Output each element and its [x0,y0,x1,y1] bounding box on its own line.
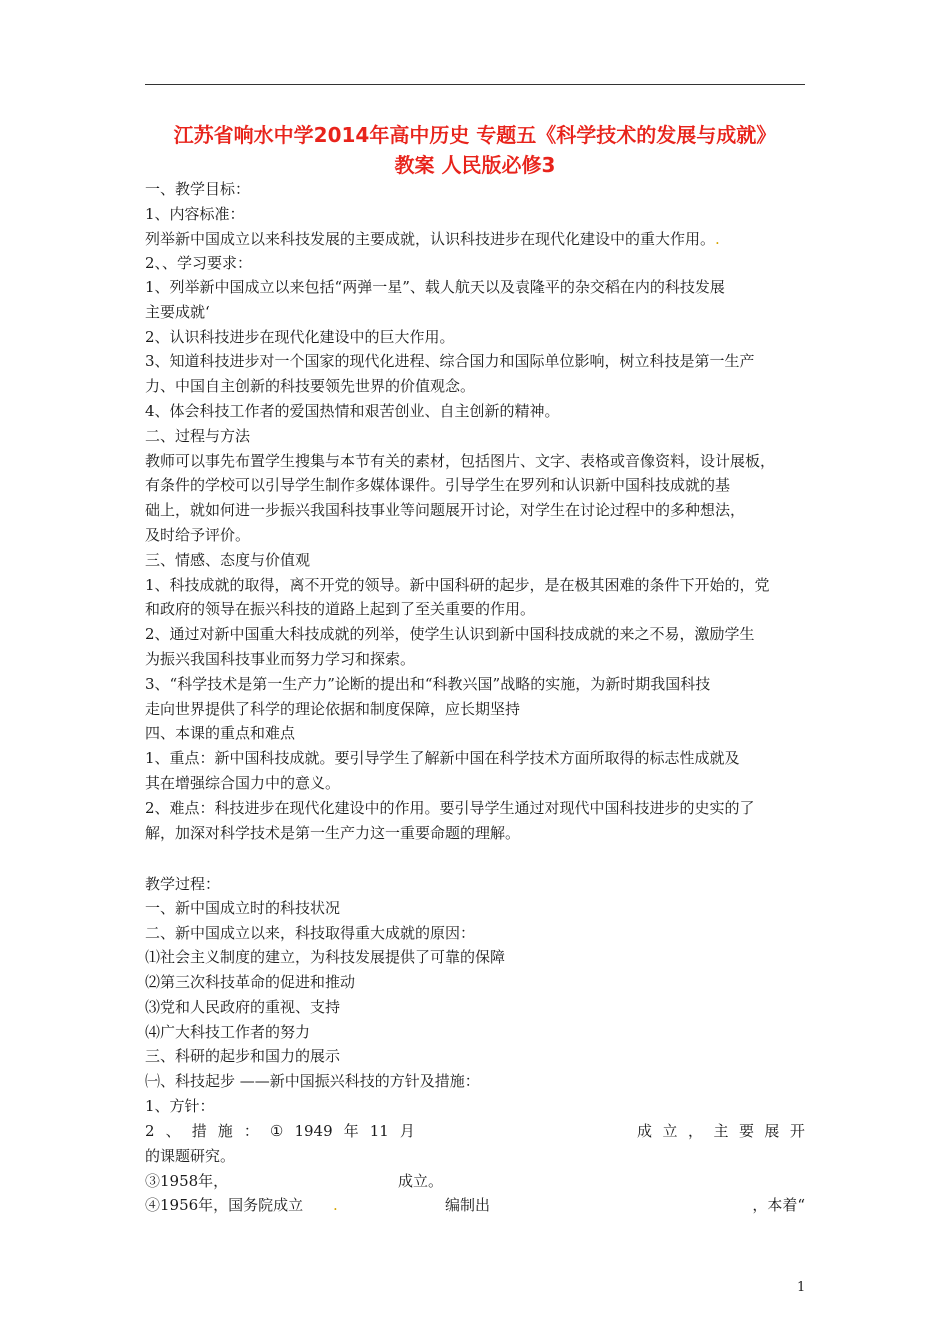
text-span: 展 [764,1122,780,1140]
text-line: ⑷广大科技工作者的努力 [145,1023,311,1041]
text-span: 11 [369,1122,389,1140]
text-span: 年 [343,1122,359,1140]
text-line: 4、体会科技工作者的爱国热情和艰苦创业、自主创新的精神。 [145,402,560,420]
text-span: 开 [789,1122,805,1140]
text-line: 3、“科学技术是第一生产力”论断的提出和“科教兴国”战略的实施，为新时期我国科技 [145,675,711,693]
text-line: 为振兴我国科技事业而努力学习和探索。 [145,650,416,668]
text-line: ⑴社会主义制度的建立，为科技发展提供了可靠的保障 [145,948,506,966]
text-line: 其在增强综合国力中的意义。 [145,774,341,792]
text-span: 成 [637,1122,653,1140]
doc-title-line1: 江苏省响水中学2014年高中历史 专题五《科学技术的发展与成就》 [173,123,777,147]
text-line: 和政府的领导在振兴科技的道路上起到了至关重要的作用。 [145,600,536,618]
text-span: 主 [713,1122,729,1140]
text-span: 措 [191,1122,207,1140]
text-line: 三、情感、态度与价值观 [145,551,311,569]
text-line: 1、科技成就的取得，离不开党的领导。新中国科研的起步，是在极其困难的条件下开始的，党 [145,576,770,594]
text-line: 走向世界提供了科学的理论依据和制度保障，应长期坚持 [145,700,521,718]
measure-line-3 [145,1170,810,1192]
text-line: 2、认识科技进步在现代化建设中的巨大作用。 [145,328,455,346]
measure-2-left [145,1120,415,1142]
text-line: 1、内容标准： [145,205,245,223]
text-span: 要 [738,1122,754,1140]
text-line: 2、、学习要求： [145,254,253,272]
text-line: ⑵第三次科技革命的促进和推动 [145,973,356,991]
text-line: 二、过程与方法 [145,427,251,445]
mark-dot: . [715,230,720,248]
text-line: 的课题研究。 [145,1147,236,1165]
text-line: 四、本课的重点和难点 [145,724,296,742]
text-line: 三、科研的起步和国力的展示 [145,1047,341,1065]
text-line: 2、通过对新中国重大科技成就的列举，使学生认识到新中国科技成就的来之不易，激励学生 [145,625,755,643]
text-span: ： [243,1122,259,1140]
text-line: 力、中国自主创新的科技要领先世界的价值观念。 [145,377,476,395]
text-line: 二、新中国成立以来，科技取得重大成就的原因： [145,924,476,942]
mark-dot: . [333,1196,338,1214]
text-span: ④1956年，国务院成立 [145,1196,304,1214]
measure-2-right [637,1120,805,1142]
text-span: 、 [165,1122,181,1140]
text-span: 列举新中国成立以来科技发展的主要成就，认识科技进步在现代化建设中的重大作用。 [145,230,716,248]
text-line: ㈠、科技起步 ——新中国振兴科技的方针及措施： [145,1072,480,1090]
text-line: 2、难点：科技进步在现代化建设中的作用。要引导学生通过对现代中国科技进步的史实的了 [145,799,755,817]
text-span: 2 [145,1122,155,1140]
text-span: 1949 [294,1122,333,1140]
text-line: 及时给予评价。 [145,526,251,544]
text-line: 教师可以事先布置学生搜集与本节有关的素材，包括图片、文字、表格或音像资料，设计展板， [145,452,776,470]
text-span: ③1958年， [145,1172,229,1190]
text-line: 础上，就如何进一步振兴我国科技事业等问题展开讨论，对学生在讨论过程中的多种想法， [145,501,746,519]
text-span: ，本着“ [752,1196,805,1214]
text-line: 教学过程： [145,875,221,893]
text-span: 月 [399,1122,415,1140]
text-span: 编制出 [445,1196,491,1214]
text-span: 施 [217,1122,233,1140]
text-span: ， [687,1122,703,1140]
header-rule [145,84,805,85]
text-span: 成立。 [398,1172,444,1190]
page-number: 1 [797,1280,806,1295]
text-span: ① [269,1122,284,1140]
text-line: 有条件的学校可以引导学生制作多媒体课件。引导学生在罗列和认识新中国科技成就的基 [145,476,731,494]
text-line: 一、教学目标： [145,180,251,198]
text-span: 立 [662,1122,678,1140]
text-line: 主要成就‘ [145,303,210,321]
text-line: 1、列举新中国成立以来包括“两弹一星”、载人航天以及袁隆平的杂交稻在内的科技发展 [145,278,725,296]
text-line: 3、知道科技进步对一个国家的现代化进程、综合国力和国际单位影响，树立科技是第一生产 [145,352,755,370]
doc-title-line2: 教案 人民版必修3 [394,153,556,177]
text-line [145,228,810,250]
text-line: 1、方针： [145,1097,215,1115]
text-line: 1、重点：新中国科技成就。要引导学生了解新中国在科学技术方面所取得的标志性成就及 [145,749,740,767]
text-line: 解，加深对科学技术是第一生产力这一重要命题的理解。 [145,824,521,842]
text-line: 一、新中国成立时的科技状况 [145,899,341,917]
text-line: ⑶党和人民政府的重视、支持 [145,998,341,1016]
measure-line-4 [145,1194,805,1216]
